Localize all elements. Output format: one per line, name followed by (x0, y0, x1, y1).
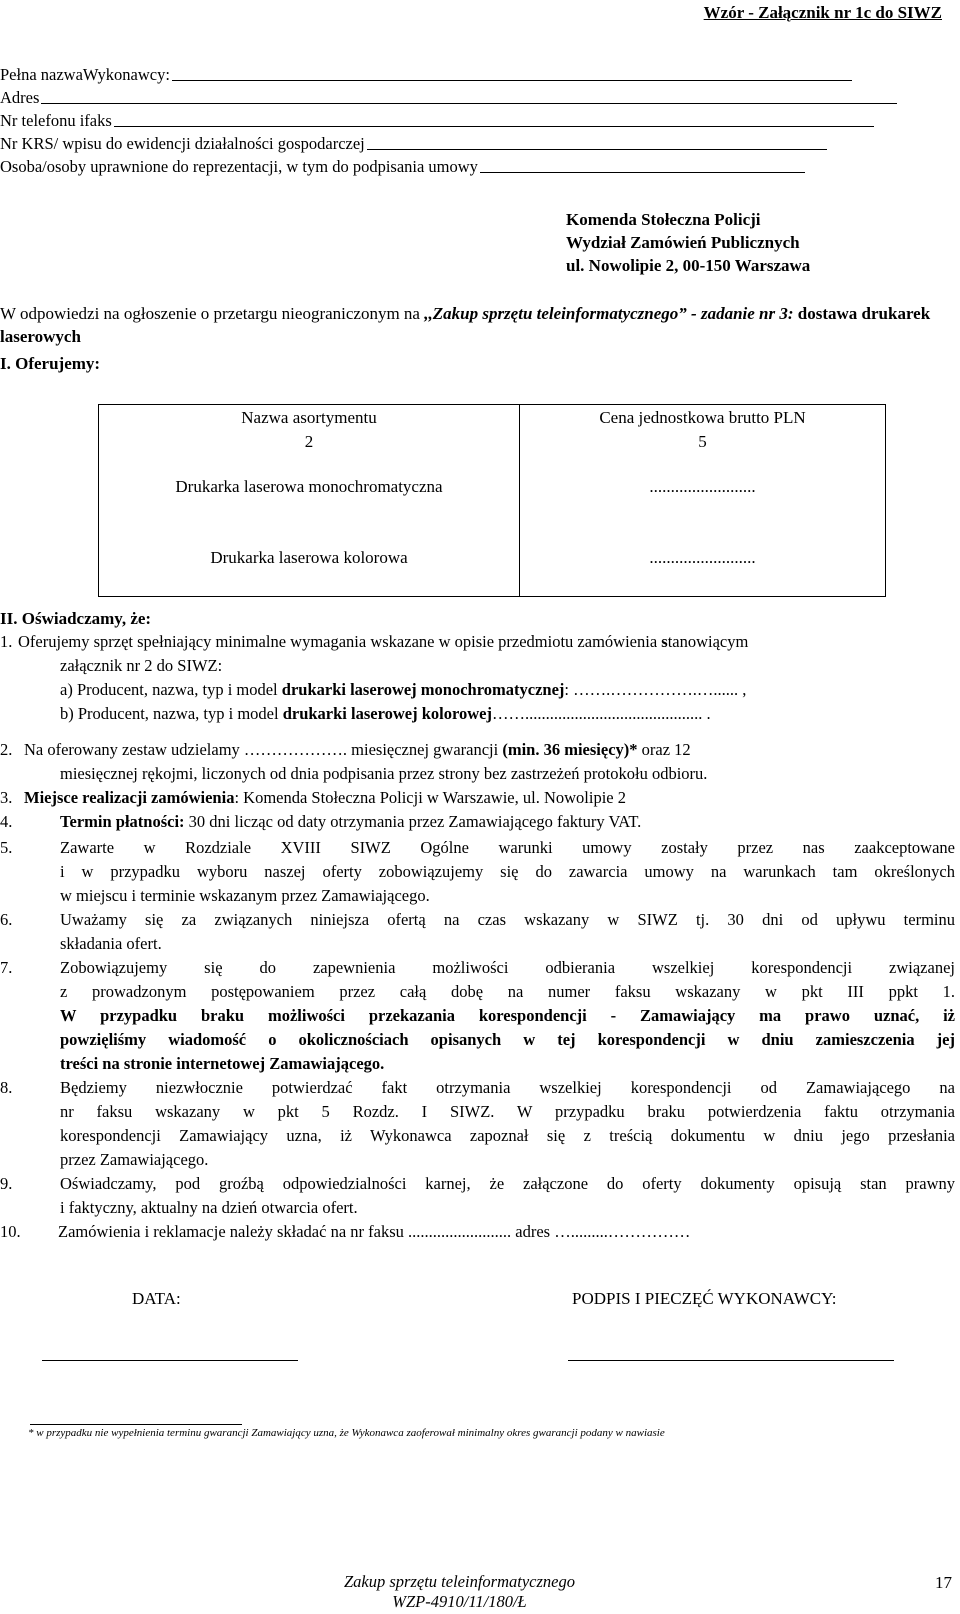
intro-prefix: W odpowiedzi na ogłoszenie o przetargu nieograniczonym na (0, 304, 425, 323)
section-heading-offer: I. Oferujemy: (0, 354, 101, 373)
col-number-price: 5 (698, 432, 707, 452)
statement-text: korespondencji Zamawiający uzna, iż Wykonawca zapoznał się z treścią dokumentu w dniu jego przesłania (60, 1126, 955, 1145)
fill-line (114, 125, 874, 127)
statement-text: składania ofert. (60, 934, 162, 953)
statement-text: Termin płatności: 30 dni licząc od daty otrzymania przez Zamawiającego faktury VAT. (60, 812, 642, 831)
offer-table (98, 404, 886, 597)
statement-text: Zawarte w Rozdziale XVIII SIWZ Ogólne warunki umowy zostały przez nas zaakceptowane (60, 838, 955, 857)
date-signature-line (42, 1360, 298, 1361)
recipient-line: ul. Nowolipie 2, 00-150 Warszawa (566, 256, 811, 275)
page-footer (344, 1572, 575, 1612)
statement-text: przez Zamawiającego. (60, 1150, 209, 1169)
recipient-line: Komenda Stołeczna Policji (566, 210, 761, 229)
statement-number: 8. (0, 1078, 13, 1097)
field-label: Pełna nazwaWykonawcy: (0, 65, 170, 84)
statement-text: Zamówienia i reklamacje należy składać na nr faksu ......................... adres ….........…………… (58, 1222, 691, 1241)
statement-text: w miejscu i terminie wskazanym przez Zamawiającego. (60, 886, 430, 905)
statement-text: Oferujemy sprzęt spełniający minimalne wymagania wskazane w opisie przedmiotu zamówienia stanowiącym (18, 632, 749, 651)
statement-text: i faktyczny, aktualny na dzień otwarcia ofert. (60, 1198, 358, 1217)
product-price-placeholder: ......................... (649, 477, 756, 497)
statement-number: 6. (0, 910, 13, 929)
statement-text: z prowadzonym postępowaniem przez całą dobę na numer faksu wskazany w pkt III ppkt 1. (60, 982, 955, 1001)
footer-line: WZP-4910/11/180/Ł (392, 1592, 527, 1611)
page-number: 17 (935, 1573, 952, 1592)
statement-text: i w przypadku wyboru naszej oferty zobowiązujemy się do zawarcia umowy na warunkach tam określonych (60, 862, 955, 881)
tender-title: ,,Zakup sprzętu teleinformatycznego” - zadanie nr 3: (424, 304, 794, 323)
statement-text: Miejsce realizacji zamówienia: Komenda Stołeczna Policji w Warszawie, ul. Nowolipie 2 (24, 788, 626, 807)
field-label: Nr telefonu ifaks (0, 111, 112, 130)
table-row (99, 521, 886, 597)
recipient-line: Wydział Zamówień Publicznych (566, 233, 800, 252)
col-header-name: Nazwa asortymentu (99, 405, 520, 431)
product-name: Drukarka laserowa monochromatyczna (99, 455, 520, 521)
statement-number: 2. (0, 740, 13, 759)
statement-number: 3. (0, 788, 13, 807)
product-name: Drukarka laserowa kolorowa (99, 521, 520, 597)
statement-text: miesięcznej rękojmi, liczonych od dnia podpisania przez strony bez zastrzeżeń protokołu odbioru. (60, 764, 708, 783)
statement-text: Na oferowany zestaw udzielamy ………………. miesięcznej gwarancji (min. 36 miesięcy)* oraz 12 (24, 740, 691, 759)
signature-line (568, 1360, 894, 1361)
statement-text: Oświadczamy, pod groźbą odpowiedzialności karnej, że załączone do oferty dokumenty opisują stan prawny (60, 1174, 955, 1193)
signature-label: PODPIS I PIECZĘĆ WYKONAWCY: (572, 1289, 837, 1308)
statement-item-a: a) Producent, nazwa, typ i model drukarki laserowej monochromatycznej: …….…………….…...... , (60, 680, 747, 699)
statement-text: powzięliśmy wiadomość o okolicznościach opisanych w tej korespondencji w dniu zamieszczenia jej (60, 1030, 955, 1049)
task-name: dostawa drukarek laserowych (0, 304, 931, 346)
statement-number: 4. (0, 812, 13, 831)
product-price-placeholder: ......................... (649, 548, 756, 568)
statement-text: nr faksu wskazany w pkt 5 Rozdz. I SIWZ. W przypadku braku potwierdzenia faktu otrzymania (60, 1102, 955, 1121)
table-row (99, 455, 886, 521)
field-label: Nr KRS/ wpisu do ewidencji działalności gospodarczej (0, 134, 365, 153)
col-number-name: 2 (99, 431, 520, 455)
footnote-separator (30, 1424, 242, 1425)
statement-number: 9. (0, 1174, 13, 1193)
fill-line (41, 102, 897, 104)
field-label: Osoba/osoby uprawnione do reprezentacji, w tym do podpisania umowy (0, 157, 478, 176)
statement-text: Zobowiązujemy się do zapewnienia możliwości odbierania wszelkiej korespondencji związanej (60, 958, 955, 977)
statement-text: W przypadku braku możliwości przekazania korespondencji - Zamawiający ma prawo uznać, iż (60, 1006, 955, 1025)
document-header-title: Wzór - Załącznik nr 1c do SIWZ (703, 3, 942, 22)
statement-number: 5. (0, 838, 13, 857)
statement-number: 7. (0, 958, 13, 977)
fill-line (172, 79, 852, 81)
statement-item-b: b) Producent, nazwa, typ i model drukarki laserowej kolorowej……........................................... . (60, 704, 711, 723)
statement-number: 1. (0, 632, 13, 651)
field-contractor-name (0, 64, 852, 85)
statement-text: Będziemy niezwłocznie potwierdzać fakt otrzymania wszelkiej korespondencji od Zamawiającego na (60, 1078, 955, 1097)
field-address (0, 87, 897, 108)
fill-line (367, 148, 827, 150)
field-phone-fax (0, 110, 874, 131)
fill-line (480, 171, 805, 173)
statement-number: 10. (0, 1222, 21, 1241)
footer-line: Zakup sprzętu teleinformatycznego (344, 1572, 575, 1591)
recipient-address (566, 208, 810, 277)
intro-paragraph (0, 302, 950, 348)
col-header-price: Cena jednostkowa brutto PLN (599, 407, 806, 427)
statement-text: załącznik nr 2 do SIWZ: (60, 656, 223, 675)
field-krs (0, 133, 827, 154)
statement-text: treści na stronie internetowej Zamawiającego. (60, 1054, 385, 1073)
footnote: * w przypadku nie wypełnienia terminu gwarancji Zamawiający uzna, że Wykonawca zaoferował minimalny okres gwarancji podany w nawiasie (28, 1427, 665, 1439)
field-label: Adres (0, 88, 40, 107)
date-label: DATA: (132, 1289, 181, 1308)
field-representatives (0, 156, 805, 177)
statement-text: Uważamy się za związanych niniejsza ofertą na czas wskazany w SIWZ tj. 30 dni od upływu terminu (60, 910, 955, 929)
section-heading-statements: II. Oświadczamy, że: (0, 609, 152, 628)
